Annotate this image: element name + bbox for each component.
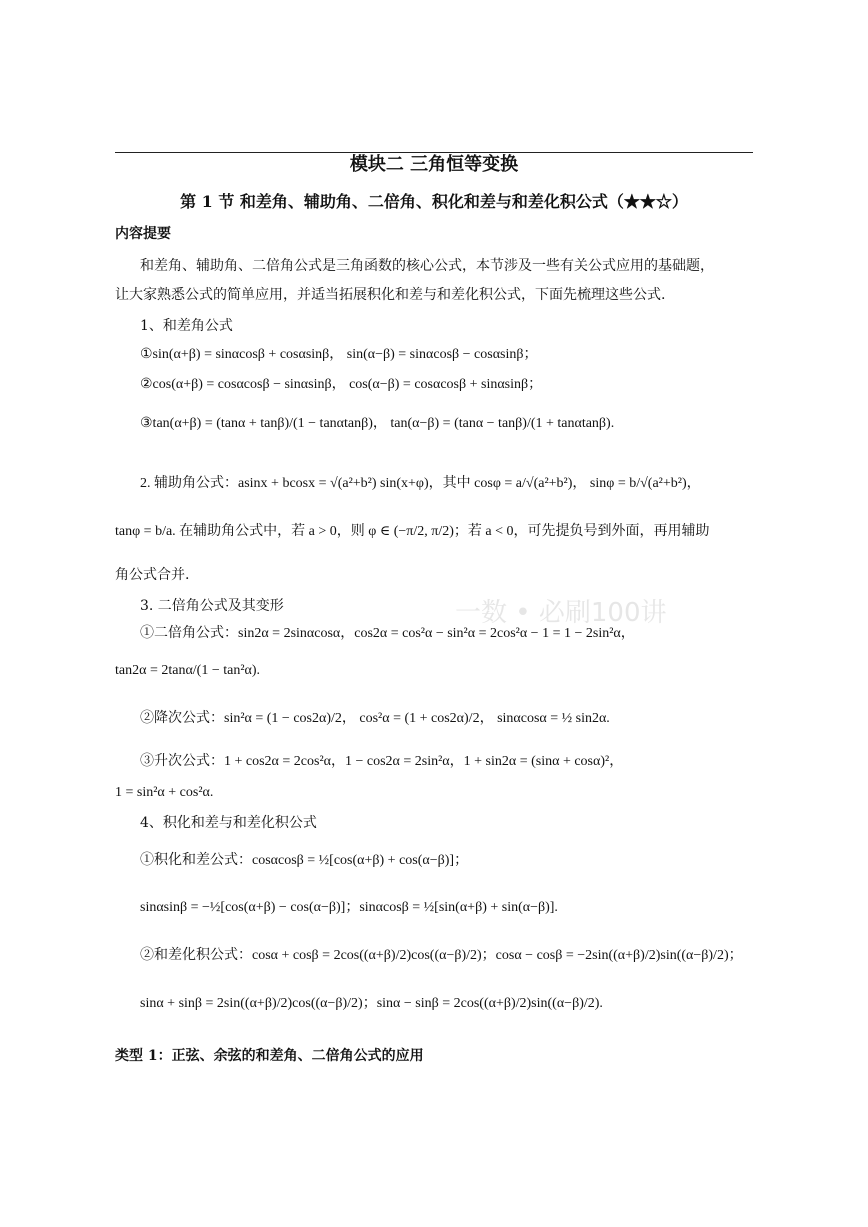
aux-angle-line-3: 角公式合并. <box>115 567 190 583</box>
formula-sin-sum: ①sin(α+β) = sinαcosβ + cosαsinβ， sin(α−β) = sinαcosβ − cosαsinβ； <box>140 347 538 362</box>
formula-tan-double: tan2α = 2tanα/(1 − tan²α). <box>115 663 261 678</box>
formula-pythagorean: 1 = sin²α + cos²α. <box>115 785 214 800</box>
watermark: 一数 • 必刷100讲 <box>455 598 667 628</box>
type-heading: 类型 1：正弦、余弦的和差角、二倍角公式的应用 <box>115 1048 424 1064</box>
module-title: 模块二 三角恒等变换 <box>349 154 519 175</box>
section-1-heading: 1、和差角公式 <box>140 318 233 334</box>
aux-angle-line-2: tanφ = b/a. 在辅助角公式中，若 a > 0，则 φ ∈ (−π/2, π/2)；若 a < 0，可先提负号到外面，再用辅助 <box>115 524 710 539</box>
section-3-heading: 3. 二倍角公式及其变形 <box>140 598 284 614</box>
formula-double-angle: ①二倍角公式：sin2α = 2sinαcosα，cos2α = cos²α − sin²α = 2cos²α − 1 = 1 − 2sin²α， <box>140 626 635 641</box>
formula-sum-to-product-2: sinα + sinβ = 2sin((α+β)/2)cos((α−β)/2)；sinα − sinβ = 2cos((α+β)/2)sin((α−β)/2). <box>140 996 603 1011</box>
content-heading: 内容提要 <box>115 226 171 242</box>
aux-angle-line-1: 2. 辅助角公式：asinx + bcosx = √(a²+b²) sin(x+φ)，其中 cosφ = a/√(a²+b²)， sinφ = b/√(a²+b²)， <box>140 476 701 491</box>
formula-power-reduction: ②降次公式：sin²α = (1 − cos2α)/2， cos²α = (1 + cos2α)/2， sinαcosα = ½ sin2α. <box>140 711 610 726</box>
section-title: 第 1 节 和差角、辅助角、二倍角、积化和差与和差化积公式（★★☆） <box>180 192 688 211</box>
header-rule <box>115 152 753 153</box>
formula-tan-sum: ③tan(α+β) = (tanα + tanβ)/(1 − tanαtanβ)， tan(α−β) = (tanα − tanβ)/(1 + tanαtanβ). <box>140 416 615 431</box>
formula-product-to-sum-1: ①积化和差公式：cosαcosβ = ½[cos(α+β) + cos(α−β)]； <box>140 853 469 868</box>
formula-power-raise: ③升次公式：1 + cos2α = 2cos²α，1 − cos2α = 2sin²α，1 + sin2α = (sinα + cosα)²， <box>140 754 624 769</box>
section-4-heading: 4、积化和差与和差化积公式 <box>140 815 317 831</box>
formula-sum-to-product-1: ②和差化积公式：cosα + cosβ = 2cos((α+β)/2)cos((α−β)/2)；cosα − cosβ = −2sin((α+β)/2)sin((α−β)/2)； <box>140 948 743 963</box>
intro-line-2: 让大家熟悉公式的简单应用，并适当拓展积化和差与和差化积公式，下面先梳理这些公式. <box>115 287 666 303</box>
intro-line-1: 和差角、辅助角、二倍角公式是三角函数的核心公式，本节涉及一些有关公式应用的基础题， <box>140 258 714 274</box>
formula-cos-sum: ②cos(α+β) = cosαcosβ − sinαsinβ， cos(α−β) = cosαcosβ + sinαsinβ； <box>140 377 543 392</box>
formula-product-to-sum-2: sinαsinβ = −½[cos(α+β) − cos(α−β)]；sinαcosβ = ½[sin(α+β) + sin(α−β)]. <box>140 900 558 915</box>
